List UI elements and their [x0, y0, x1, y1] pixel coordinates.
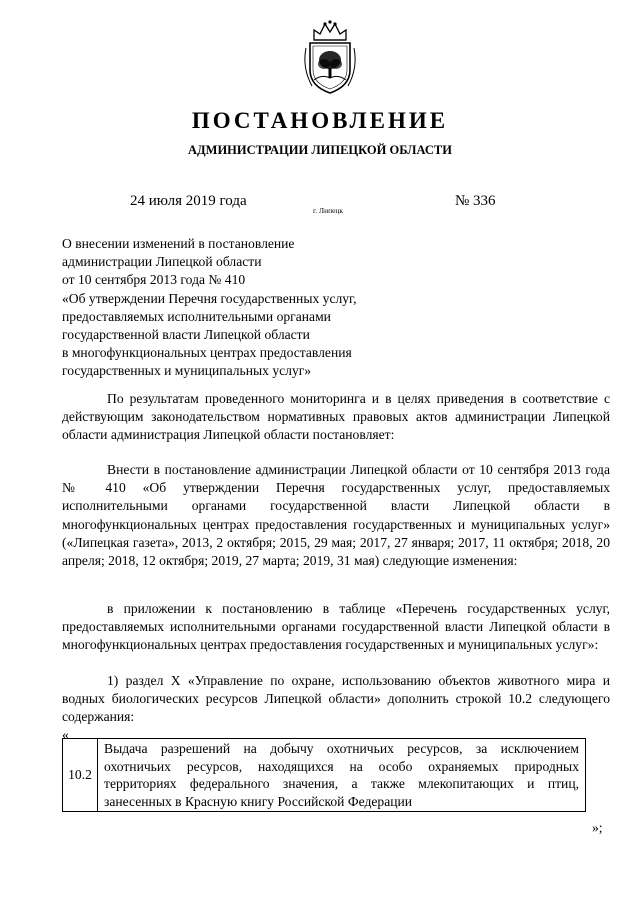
- body-paragraph-amendment: Внести в постановление администрации Липецкой области от 10 сентября 2013 года № 410 «Об утверждении Перечня государственных услуг, предоставляемых исполнительными органами государственной власти Липецкой области в многофункциональных центрах предоставления государственных и муниципальных услуг» («Липецкая газета», 2013, 2 октября; 2015, 29 мая; 2017, 27 января; 2017, 11 октября; 2018, 20 апреля; 2018, 12 октября; 2019, 27 марта; 2019, 31 мая) следующие изменения:: [62, 462, 610, 569]
- subject-line: администрации Липецкой области: [62, 254, 262, 270]
- subject-line: государственных и муниципальных услуг»: [62, 363, 312, 379]
- subject-line: «Об утверждении Перечня государственных услуг,: [62, 290, 357, 306]
- subject-line: от 10 сентября 2013 года № 410: [62, 272, 246, 288]
- document-city: г. Липецк: [313, 206, 344, 215]
- subject-line: О внесении изменений в постановление: [62, 236, 295, 251]
- document-title: ПОСТАНОВЛЕНИЕ: [191, 108, 449, 133]
- document-subject: [62, 235, 482, 381]
- subject-line: в многофункциональных центрах предоставления: [62, 345, 352, 361]
- document-number: № 336: [455, 193, 496, 209]
- table-row: [63, 739, 586, 812]
- coat-of-arms-emblem: [300, 18, 360, 96]
- subject-line: государственной власти Липецкой области: [62, 327, 310, 343]
- table-open-quote: «: [62, 727, 69, 742]
- body-paragraph-appendix: в приложении к постановлению в таблице «Перечень государственных услуг, предоставляемых исполнительными органами государственной власти Липецкой области в многофункциональных центрах предоставления государственных и муниципальных услуг»:: [62, 601, 610, 653]
- amendment-table: [62, 738, 586, 812]
- table-row-text: Выдача разрешений на добычу охотничьих ресурсов, за исключением охотничьих ресурсов, находящихся на особо охраняемых природных территориях федерального значения, а также млекопитающих и птиц, занесенных в Красную книгу Российской Федерации: [98, 739, 586, 812]
- document-issuer: АДМИНИСТРАЦИИ ЛИПЕЦКОЙ ОБЛАСТИ: [188, 143, 452, 157]
- body-paragraph-preamble: По результатам проведенного мониторинга и в целях приведения в соответствие с действующим законодательством нормативных правовых актов администрации Липецкой области администрация Липецкой области постановляет:: [62, 391, 610, 443]
- body-paragraph-section-x: 1) раздел X «Управление по охране, использованию объектов животного мира и водных биологических ресурсов Липецкой области» дополнить строкой 10.2 следующего содержания:: [62, 673, 610, 725]
- document-date: 24 июля 2019 года: [130, 193, 247, 209]
- subject-line: предоставляемых исполнительными органами: [62, 308, 331, 324]
- table-row-number: 10.2: [63, 739, 98, 812]
- table-close-quote: »;: [592, 820, 603, 835]
